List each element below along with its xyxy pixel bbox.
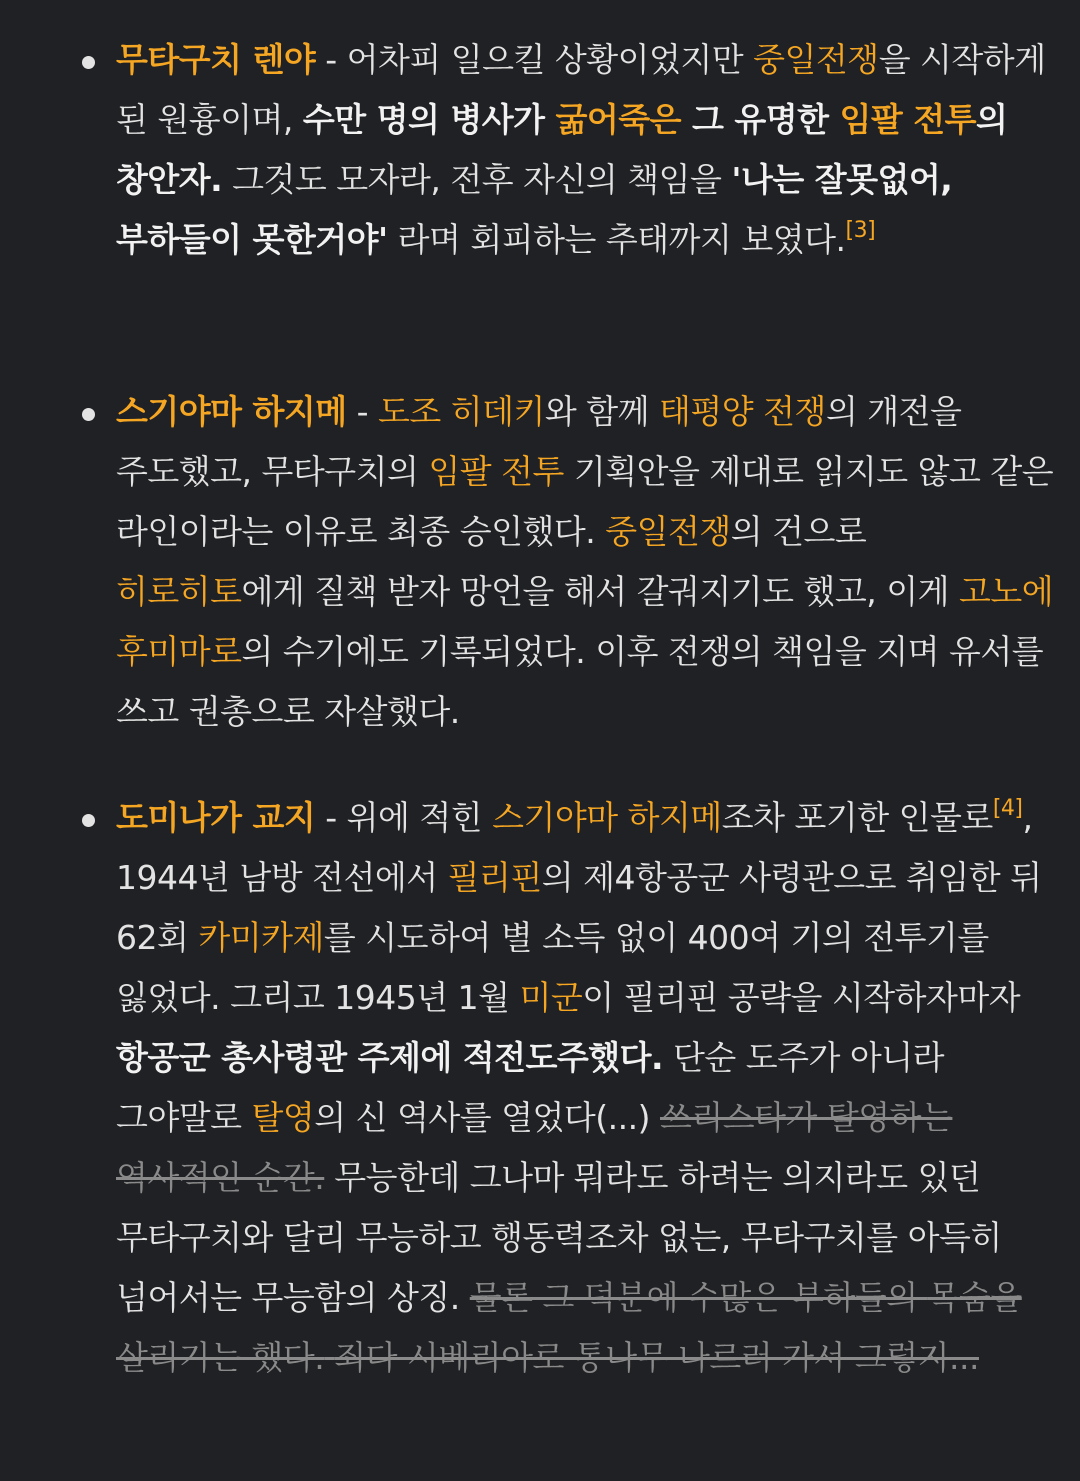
wiki-link[interactable]: 중일전쟁: [753, 40, 879, 79]
wiki-link[interactable]: 도미나가 교지: [116, 798, 316, 837]
wiki-link[interactable]: 스기야마 하지메: [116, 392, 347, 431]
wiki-link[interactable]: 카미카제: [198, 918, 324, 957]
text-segment: 의 수기에도 기록되었다. 이후 전쟁의 책임을 지며 유서를 쓰고 권총으로 자살했다.: [116, 632, 1044, 731]
footnote-link[interactable]: [3]: [845, 218, 876, 243]
wiki-link[interactable]: 임팔 전투: [839, 100, 976, 139]
wiki-link[interactable]: 미군: [519, 978, 583, 1017]
wiki-link[interactable]: 굶어죽은: [555, 100, 681, 139]
text-segment: 의 신 역사를 열었다(...): [314, 1098, 660, 1137]
paragraph-mutaguchi: [116, 30, 1056, 270]
wiki-link[interactable]: 중일전쟁: [605, 512, 731, 551]
bold-text: 그 유명한: [681, 100, 840, 139]
strikethrough-text: [324, 1338, 334, 1377]
strikethrough-text: 물론 그 덕분에 수많은 부하들의: [469, 1278, 928, 1317]
bullet-icon: [82, 56, 95, 69]
text-segment: 기획안을 제대로 읽지도 않고 같은 라인이라는 이유로 최종 승인했다.: [116, 452, 1054, 551]
text-segment: 이 필리핀 공략을 시작하자마자: [582, 978, 1021, 1017]
text-segment: 을 시작하게 된 원흉이며,: [116, 40, 1046, 139]
wiki-link[interactable]: 고노에 후미마로: [116, 572, 1054, 671]
bullet-icon: [82, 814, 95, 827]
bold-text: 수만 명의 병사가: [302, 100, 556, 139]
text-segment: 와 함께: [544, 392, 660, 431]
text-segment: 의 건으로: [730, 512, 867, 551]
text-segment: 의 개전을 주도했고, 무타구치의: [116, 392, 962, 491]
text-segment: 무능한데 그나마 뭐라도 하려는 의지라도 있던 무타구치와 달리 무능하고 행동력조차 없는, 무타구치를 아득히 넘어서는 무능함의 상징.: [116, 1158, 1002, 1317]
wiki-link[interactable]: 히로히토: [116, 572, 242, 611]
wiki-link[interactable]: 무타구치 렌야: [116, 40, 316, 79]
text-segment: 에게 질책 받자 망언을 해서 갈궈지기도 했고, 이게: [241, 572, 959, 611]
wiki-link[interactable]: 목숨을 살리기는 했다.: [116, 1278, 1022, 1377]
wiki-link[interactable]: 필리핀: [447, 858, 542, 897]
text-segment: 단순 도주가 아니라 그야말로: [116, 1038, 945, 1137]
footnote-link[interactable]: [4]: [992, 796, 1023, 821]
bold-text: 항공군 총사령관 주제에 적전도주했다.: [116, 1038, 664, 1077]
wiki-link[interactable]: 도조 히데키: [378, 392, 545, 431]
text-segment: - 위에 적힌: [315, 798, 493, 837]
strikethrough-text: 로 통나무 나르러 가서 그렇지...: [532, 1338, 979, 1377]
text-segment: -: [346, 392, 379, 431]
paragraph-sugiyama: [116, 382, 1056, 742]
strikethrough-text: 쓰리스타가 탈영하는 역사적인 순간.: [116, 1098, 953, 1197]
bold-text: '나는 잘못없어, 부하들이 못한거야': [116, 160, 953, 259]
wiki-link[interactable]: 탈영: [251, 1098, 315, 1137]
text-segment: 를 시도하여 별 소득 없이 400여 기의 전투기를 잃었다. 그리고 1945년 1월: [116, 918, 989, 1017]
strikethrough-text: 죄다: [334, 1338, 407, 1377]
wiki-link[interactable]: 태평양 전쟁: [659, 392, 826, 431]
wiki-link[interactable]: 스기야마 하지메: [492, 798, 722, 837]
wiki-link[interactable]: 임팔 전투: [428, 452, 564, 491]
bold-text: 의 창안자.: [116, 100, 1008, 199]
text-segment: , 1944년 남방 전선에서: [116, 798, 1033, 897]
wiki-link[interactable]: 시베리아: [407, 1338, 533, 1377]
text-segment: - 어차피 일으킬 상황이었지만: [315, 40, 754, 79]
text-segment: 그것도 모자라, 전후 자신의 책임을: [222, 160, 732, 199]
text-segment: 조차 포기한 인물로: [721, 798, 993, 837]
bullet-icon: [82, 408, 95, 421]
text-segment: 라며 회피하는 추태까지 보였다.: [387, 220, 846, 259]
text-segment: 의 제4항공군 사령관으로 취임한 뒤 62회: [116, 858, 1042, 957]
paragraph-tominaga: [116, 788, 1056, 1388]
